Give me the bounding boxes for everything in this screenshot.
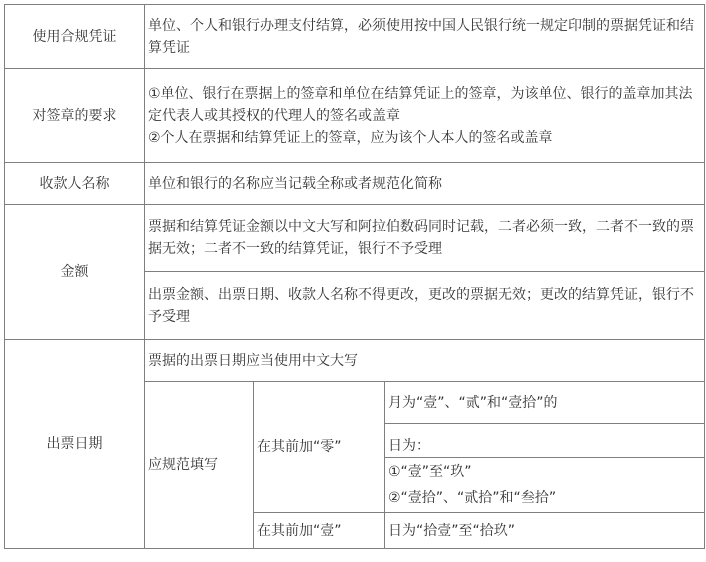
signature-rule-2: ②个人在票据和结算凭证上的签章，应为该个人本人的签名或盖章 xyxy=(148,129,553,146)
cell-certificate-text xyxy=(145,5,705,69)
cell-zero-day-items xyxy=(385,458,705,513)
cell-amount-text-2 xyxy=(145,272,705,340)
payee-text: 单位和银行的名称应当记载全称或者规范化简称 xyxy=(145,163,705,205)
cell-amount-text-1 xyxy=(145,205,705,272)
row-label-payee: 收款人名称 xyxy=(5,163,145,205)
table-row xyxy=(5,205,705,272)
cell-signature-text xyxy=(145,69,705,163)
one-prefix-label: 在其前加“壹” xyxy=(254,513,385,549)
zero-day-item-1: ①“壹”至“玖” xyxy=(388,464,472,480)
zero-prefix-label: 在其前加“零” xyxy=(254,382,385,513)
zero-day-item-2: ②“壹拾”、“贰拾”和“叁拾” xyxy=(388,490,557,506)
date-sub-label: 应规范填写 xyxy=(145,382,254,549)
zero-month-text: 月为“壹”、“贰”和“壹拾”的 xyxy=(385,382,705,424)
certificate-text: 单位、个人和银行办理支付结算，必须使用按中国人民银行统一规定印制的票据凭证和结算凭证 xyxy=(148,17,694,56)
date-text: 票据的出票日期应当使用中文大写 xyxy=(145,340,705,382)
amount-rule-2: 出票金额、出票日期、收款人名称不得更改，更改的票据无效；更改的结算凭证，银行不予受理 xyxy=(148,286,694,325)
table-row xyxy=(5,5,705,69)
row-label-signature: 对签章的要求 xyxy=(5,69,145,163)
row-label-amount: 金额 xyxy=(5,205,145,340)
row-label-certificate: 使用合规凭证 xyxy=(5,5,145,69)
amount-rule-1: 票据和结算凭证金额以中文大写和阿拉伯数码同时记载，二者必须一致，二者不一致的票据无效；二者不一致的结算凭证，银行不予受理 xyxy=(148,219,694,257)
table-row xyxy=(5,340,705,382)
zero-day-title: 日为： xyxy=(385,424,705,458)
payment-rules-table xyxy=(4,4,705,549)
table-row xyxy=(5,69,705,163)
row-label-date: 出票日期 xyxy=(5,340,145,549)
signature-rule-1: ①单位、银行在票据上的签章和单位在结算凭证上的签章，为该单位、银行的盖章加其法定代表人或其授权的代理人的签名或盖章 xyxy=(148,85,693,124)
table-row xyxy=(5,163,705,205)
one-day-text: 日为“拾壹”至“拾玖” xyxy=(385,513,705,549)
